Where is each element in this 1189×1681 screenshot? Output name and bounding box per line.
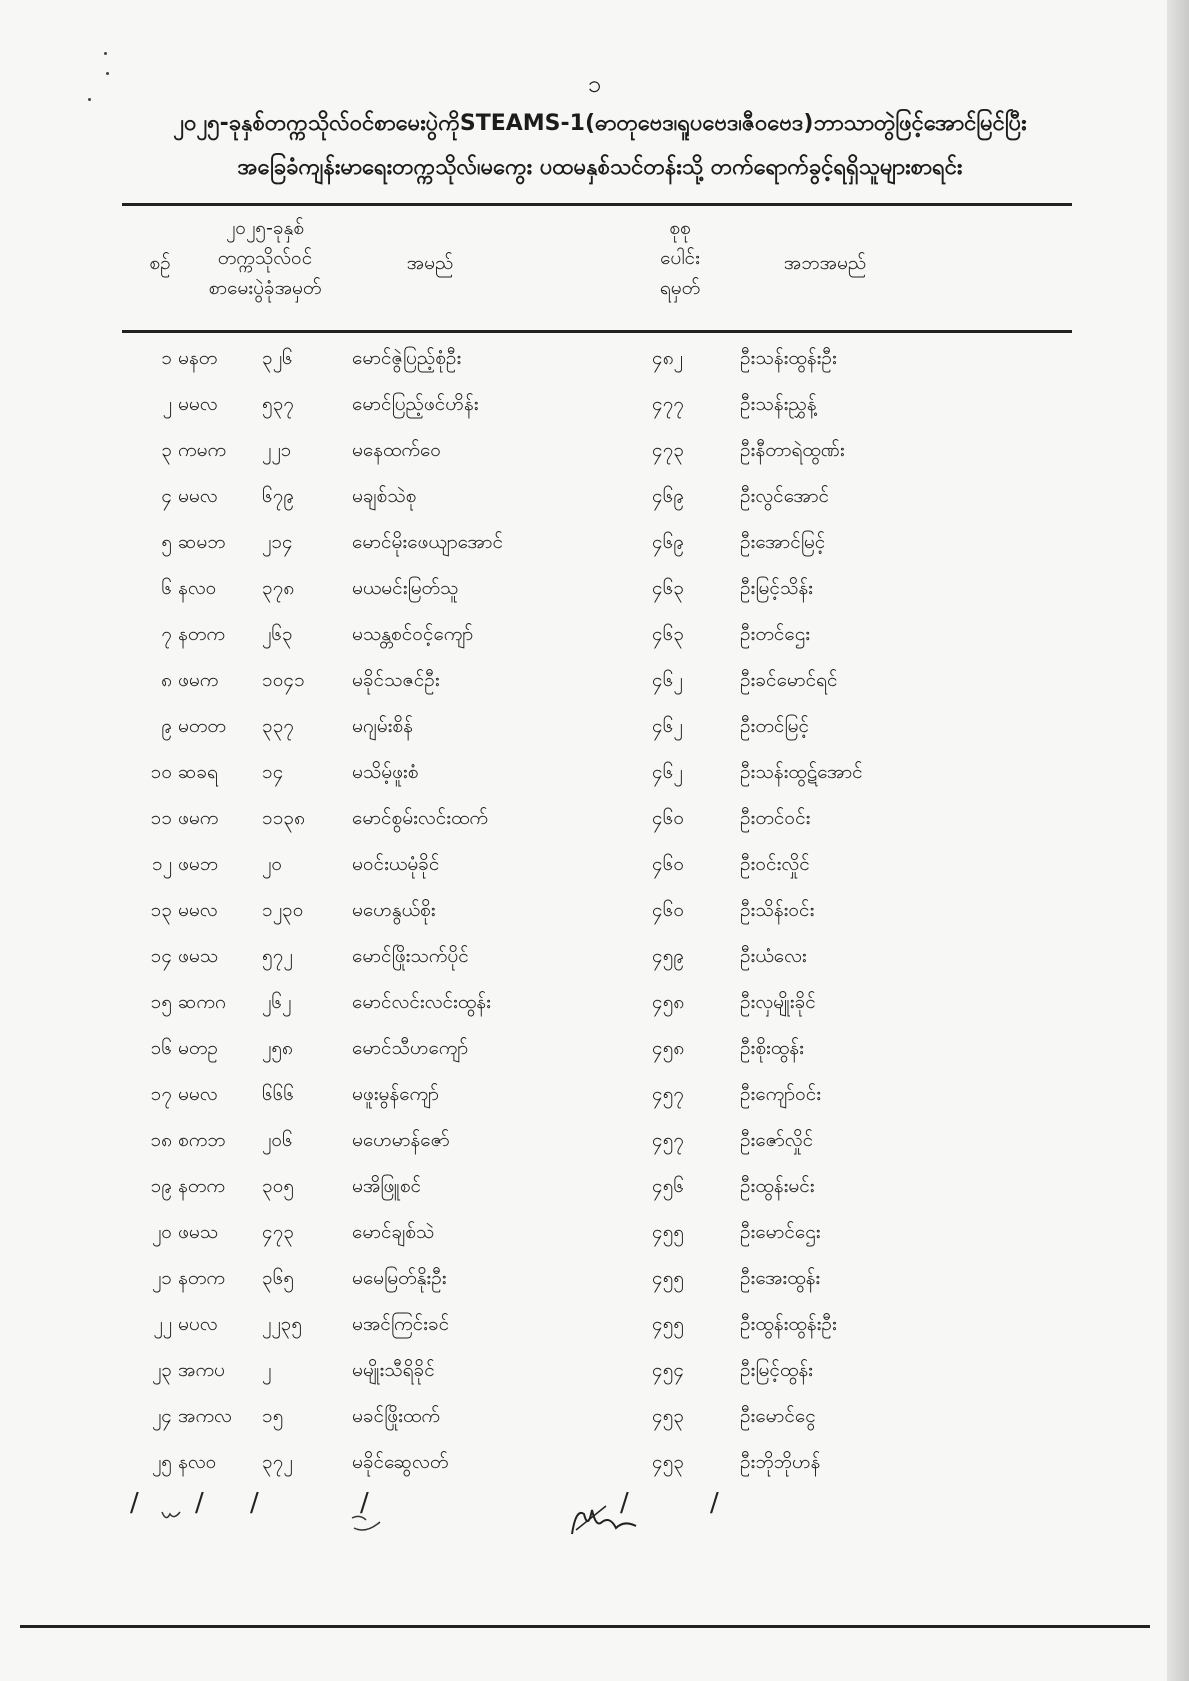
student-name-cell: မသိမ့်ဖူးစံ (352, 761, 419, 783)
signature-mark (566, 1500, 646, 1540)
total-score-cell: ၄၆၀ (652, 899, 685, 921)
exam-code-cell: နလဝ (178, 577, 217, 599)
table-row (0, 1347, 1189, 1393)
table-row (0, 887, 1189, 933)
exam-number-cell: ၂၁၄ (262, 531, 293, 553)
exam-code-cell: မမလ (178, 393, 218, 415)
serial-cell: ၁၀ (150, 761, 172, 783)
serial-cell: ၈ (161, 669, 172, 691)
total-score-cell: ၄၆၂ (652, 669, 683, 691)
header-father-name: အဘအမည် (783, 252, 867, 274)
table-row (0, 1255, 1189, 1301)
student-name-cell: မခိုင်သဇင်ဦး (352, 669, 440, 691)
father-name-cell: ဦးတင်ဌေး (740, 623, 811, 645)
serial-cell: ၂၄ (151, 1405, 172, 1427)
total-score-cell: ၄၅၇ (652, 1129, 685, 1151)
serial-cell: ၄ (161, 485, 172, 507)
student-name-cell: မအိဖြူစင် (352, 1175, 422, 1197)
exam-number-cell: ၂၀၆ (262, 1129, 293, 1151)
student-name-cell: မဂျမ်းစိန် (352, 715, 413, 737)
total-score-cell: ၄၆၃ (652, 623, 685, 645)
table-row (0, 427, 1189, 473)
serial-cell: ၁ (161, 347, 172, 369)
exam-code-cell: ဖမက (178, 807, 219, 829)
exam-code-cell: မတဥ (178, 1037, 218, 1059)
student-name-cell: မဖူးမွန်ကျော် (352, 1083, 439, 1105)
exam-number-cell: ၅၃၇ (262, 393, 295, 415)
exam-number-cell: ၆၇၉ (262, 485, 295, 507)
total-score-cell: ၄၅၅ (652, 1221, 685, 1243)
serial-cell: ၆ (161, 577, 172, 599)
total-score-cell: ၄၅၃ (652, 1451, 685, 1473)
student-name-cell: မချစ်သဲစု (352, 485, 417, 507)
total-score-cell: ၄၆၂ (652, 761, 683, 783)
exam-number-cell: ၂၂၃၅ (262, 1313, 303, 1335)
father-name-cell: ဦးတင်မြင့် (740, 715, 809, 737)
father-name-cell: ဦးဝင်းလှိုင် (740, 853, 810, 875)
exam-code-cell: မနတ (178, 347, 218, 369)
table-row (0, 795, 1189, 841)
exam-code-cell: မမလ (178, 899, 218, 921)
father-name-cell: ဦးယံလေး (740, 945, 807, 967)
exam-number-cell: ၂၂၁ (262, 439, 292, 461)
father-name-cell: ဦးမောင်ငွေ (740, 1405, 816, 1427)
serial-cell: ၁၆ (150, 1037, 172, 1059)
exam-code-cell: ဖမသ (178, 945, 219, 967)
father-name-cell: ဦးကျော်ဝင်း (740, 1083, 822, 1105)
table-row (0, 1071, 1189, 1117)
exam-number-cell: ၁၅ (262, 1405, 284, 1427)
exam-number-cell: ၆၆၆ (262, 1083, 295, 1105)
exam-code-cell: ဖမဘ (178, 853, 219, 875)
exam-code-cell: ဆမဘ (178, 531, 226, 553)
blank-mark: / (360, 1488, 369, 1518)
father-name-cell: ဦးသိန်းဝင်း (740, 899, 815, 921)
student-name-cell: မအင်ကြင်းခင် (352, 1313, 450, 1335)
serial-cell: ၂၀ (151, 1221, 172, 1243)
exam-number-cell: ၃၀၅ (262, 1175, 295, 1197)
total-score-cell: ၄၅၈ (652, 991, 685, 1013)
blank-mark: / (620, 1488, 629, 1518)
serial-cell: ၂ (162, 393, 172, 415)
serial-cell: ၁၃ (150, 899, 172, 921)
table-row (0, 749, 1189, 795)
serial-cell: ၁၅ (150, 991, 172, 1013)
table-row (0, 1393, 1189, 1439)
exam-number-cell: ၃၆၅ (262, 1267, 295, 1289)
exam-number-cell: ၁၄ (262, 761, 284, 783)
total-score-cell: ၄၆၀ (652, 853, 685, 875)
father-name-cell: ဦးမောင်ဌေး (740, 1221, 821, 1243)
exam-code-cell: ဆကဂ (178, 991, 226, 1013)
table-row (0, 519, 1189, 565)
father-name-cell: ဦးခင်မောင်ရင် (740, 669, 838, 691)
exam-number-cell: ၁၁၃၈ (262, 807, 305, 829)
serial-cell: ၉ (161, 715, 172, 737)
exam-number-cell: ၂၆၃ (262, 623, 293, 645)
table-row (0, 565, 1189, 611)
serial-cell: ၂၅ (151, 1451, 172, 1473)
exam-code-cell: ဆခရ (178, 761, 218, 783)
total-score-cell: ၄၅၅ (652, 1313, 685, 1335)
father-name-cell: ဦးမြင့်ထွန်း (740, 1359, 813, 1381)
serial-cell: ၂၁ (151, 1267, 172, 1289)
exam-number-cell: ၃၇၂ (262, 1451, 293, 1473)
table-row (0, 1301, 1189, 1347)
student-name-cell: မဟေမာန်ဇော် (352, 1129, 450, 1151)
serial-cell: ၁၄ (150, 945, 172, 967)
father-name-cell: ဦးဇော်လှိုင် (740, 1129, 814, 1151)
student-name-cell: မောင်စွမ်းလင်းထက် (352, 807, 489, 829)
header-exam-seat (190, 213, 340, 303)
total-score-cell: ၄၆၂ (652, 715, 683, 737)
exam-number-cell: ၁၀၄၁ (262, 669, 305, 691)
table-row (0, 703, 1189, 749)
student-name-cell: မောင်မိုးဖေယျာအောင် (352, 531, 503, 553)
header-score-line-2: ပေါင်း (660, 247, 700, 269)
father-name-cell: ဦးထွန်းထွန်းဦး (740, 1313, 837, 1335)
serial-cell: ၁၈ (150, 1129, 172, 1151)
exam-code-cell: နတက (178, 1267, 225, 1289)
student-name-cell: မမျိုးသီရိခိုင် (352, 1359, 435, 1381)
initial-mark (348, 1512, 384, 1536)
exam-code-cell: စကဘ (178, 1129, 226, 1151)
table-row (0, 841, 1189, 887)
total-score-cell: ၄၆၀ (652, 807, 685, 829)
serial-cell: ၂၃ (151, 1359, 172, 1381)
exam-code-cell: မပလ (178, 1313, 218, 1335)
exam-code-cell: အကလ (178, 1405, 232, 1427)
header-score-line-1: စုစု (669, 217, 691, 239)
total-score-cell: ၄၆၃ (652, 577, 685, 599)
blank-mark: / (710, 1488, 719, 1518)
serial-cell: ၇ (161, 623, 172, 645)
father-name-cell: ဦးသန်းထွဋ်အောင် (740, 761, 863, 783)
exam-number-cell: ၂၆၂ (262, 991, 292, 1013)
page-number: ၁ (587, 70, 602, 98)
father-name-cell: ဦးလှမျိုးခိုင် (740, 991, 816, 1013)
father-name-cell: ဦးဘိုဘိုဟန် (740, 1451, 821, 1473)
father-name-cell: ဦးနီတာရဲထွဏ်း (740, 439, 845, 461)
table-row (0, 1209, 1189, 1255)
table-row (0, 657, 1189, 703)
total-score-cell: ၄၅၉ (652, 945, 685, 967)
header-name: အမည် (406, 252, 454, 274)
title-line-2: အခြေခံကျန်းမာရေးတက္ကသိုလ်၊မကွေး ပထမနှစ်သင်တန်းသို့ တက်ရောက်ခွင့်ရရှိသူများစာရင်း (237, 155, 963, 180)
table-row (0, 381, 1189, 427)
student-name-cell: မောင်ပြည့်ဖင်ဟိန်း (352, 393, 479, 415)
scan-speck (104, 52, 107, 55)
exam-code-cell: ဖမသ (178, 1221, 219, 1243)
exam-number-cell: ၃၂၆ (262, 347, 293, 369)
serial-cell: ၁၁ (150, 807, 172, 829)
father-name-cell: ဦးသန်းထွန်းဦး (740, 347, 837, 369)
father-name-cell: ဦးစိုးထွန်း (740, 1037, 804, 1059)
header-exam-line-1: ၂၀၂၅-ခုနှစ် (225, 217, 305, 239)
student-name-cell: မခိုင်ဆွေလတ် (352, 1451, 449, 1473)
page-bottom-rule (20, 1625, 1150, 1628)
student-name-cell: မောင်ဇွဲပြည့်စုံဦး (352, 347, 462, 369)
exam-code-cell: မမလ (178, 485, 218, 507)
table-row (0, 979, 1189, 1025)
serial-cell: ၅ (161, 531, 172, 553)
header-score-line-3: ရမှတ် (659, 277, 701, 299)
total-score-cell: ၄၅၈ (652, 1037, 685, 1059)
total-score-cell: ၄၅၇ (652, 1083, 685, 1105)
table-top-rule (122, 203, 1072, 206)
student-name-cell: မောင်သီဟကျော် (352, 1037, 469, 1059)
student-name-cell: မယမင်းမြတ်သူ (352, 577, 459, 599)
header-exam-line-2: တက္ကသိုလ်ဝင် (217, 247, 313, 269)
exam-number-cell: ၄၇၃ (262, 1221, 295, 1243)
header-exam-line-3: စာမေးပွဲခုံအမှတ် (208, 277, 322, 299)
table-row (0, 1439, 1189, 1485)
student-name-cell: မဟေနွယ်စိုး (352, 899, 436, 921)
student-name-cell: မမေမြတ်နိုးဦး (352, 1267, 447, 1289)
table-header-rule (122, 330, 1072, 333)
exam-number-cell: ၅၇၂ (262, 945, 293, 967)
serial-cell: ၁၇ (150, 1083, 172, 1105)
student-name-cell: မခင်ဖြိုးထက် (352, 1405, 440, 1427)
total-score-cell: ၄၅၄ (652, 1359, 685, 1381)
total-score-cell: ၄၅၃ (652, 1405, 685, 1427)
table-row (0, 1163, 1189, 1209)
initial-mark (160, 1508, 182, 1524)
father-name-cell: ဦးအောင်မြင့် (740, 531, 826, 553)
table-row (0, 473, 1189, 519)
father-name-cell: ဦးလွင်အောင် (740, 485, 830, 507)
serial-cell: ၂၂ (153, 1313, 172, 1335)
exam-number-cell: ၃၃၇ (262, 715, 295, 737)
father-name-cell: ဦးမြင့်သိန်း (740, 577, 813, 599)
table-row (0, 1025, 1189, 1071)
total-score-cell: ၄၆၉ (652, 531, 685, 553)
student-name-cell: မောင်ချစ်သဲ (352, 1221, 435, 1243)
exam-code-cell: အကပ (178, 1359, 225, 1381)
total-score-cell: ၄၆၉ (652, 485, 685, 507)
exam-number-cell: ၁၂၃၀ (262, 899, 304, 921)
father-name-cell: ဦးသန်းညွှန့် (740, 393, 817, 415)
exam-number-cell: ၂ (262, 1359, 272, 1381)
student-name-cell: မောင်လင်းလင်းထွန်း (352, 991, 491, 1013)
father-name-cell: ဦးတင်ဝင်း (740, 807, 811, 829)
student-name-cell: မဝင်းယမုံခိုင် (352, 853, 440, 875)
table-row (0, 611, 1189, 657)
exam-number-cell: ၂၅၈ (262, 1037, 293, 1059)
exam-number-cell: ၃၇၈ (262, 577, 295, 599)
exam-code-cell: မတတ (178, 715, 226, 737)
serial-cell: ၃ (161, 439, 172, 461)
total-score-cell: ၄၅၆ (652, 1175, 685, 1197)
blank-mark: / (250, 1488, 259, 1518)
total-score-cell: ၄၈၂ (652, 347, 683, 369)
exam-code-cell: ဖမက (178, 669, 219, 691)
exam-code-cell: နတက (178, 1175, 225, 1197)
exam-number-cell: ၂၀ (262, 853, 283, 875)
exam-code-cell: မမလ (178, 1083, 218, 1105)
exam-code-cell: နတက (178, 623, 225, 645)
title-line-1: ၂၀၂၅-ခုနှစ်တက္ကသိုလ်ဝင်စာမေးပွဲကိုSTEAMS-1(ဓာတုဗေဒ၊ရူပဗေဒ၊ဇီဝဗေဒ)ဘာသာတွဲဖြင့်အောင်မြင်ပြီး (173, 111, 1027, 136)
table-row (0, 933, 1189, 979)
student-name-cell: မသန္တစင်ဝင့်ကျော် (352, 623, 474, 645)
blank-mark: / (130, 1488, 139, 1518)
total-score-cell: ၄၇၇ (652, 393, 685, 415)
student-name-cell: မောင်ဖြိုးသက်ပိုင် (352, 945, 469, 967)
total-score-cell: ၄၅၅ (652, 1267, 685, 1289)
serial-cell: ၁၂ (151, 853, 172, 875)
blank-mark: / (195, 1488, 204, 1518)
exam-code-cell: ကမက (178, 439, 227, 461)
header-total-score (645, 213, 715, 303)
table-row (0, 335, 1189, 381)
exam-code-cell: နလဝ (178, 1451, 217, 1473)
header-serial: စဉ် (149, 252, 171, 274)
father-name-cell: ဦးအေးထွန်း (740, 1267, 821, 1289)
total-score-cell: ၄၇၃ (652, 439, 685, 461)
table-row (0, 1117, 1189, 1163)
serial-cell: ၁၉ (150, 1175, 172, 1197)
father-name-cell: ဦးထွန်းမင်း (740, 1175, 815, 1197)
student-name-cell: မနေထက်ဝေ (352, 439, 441, 461)
